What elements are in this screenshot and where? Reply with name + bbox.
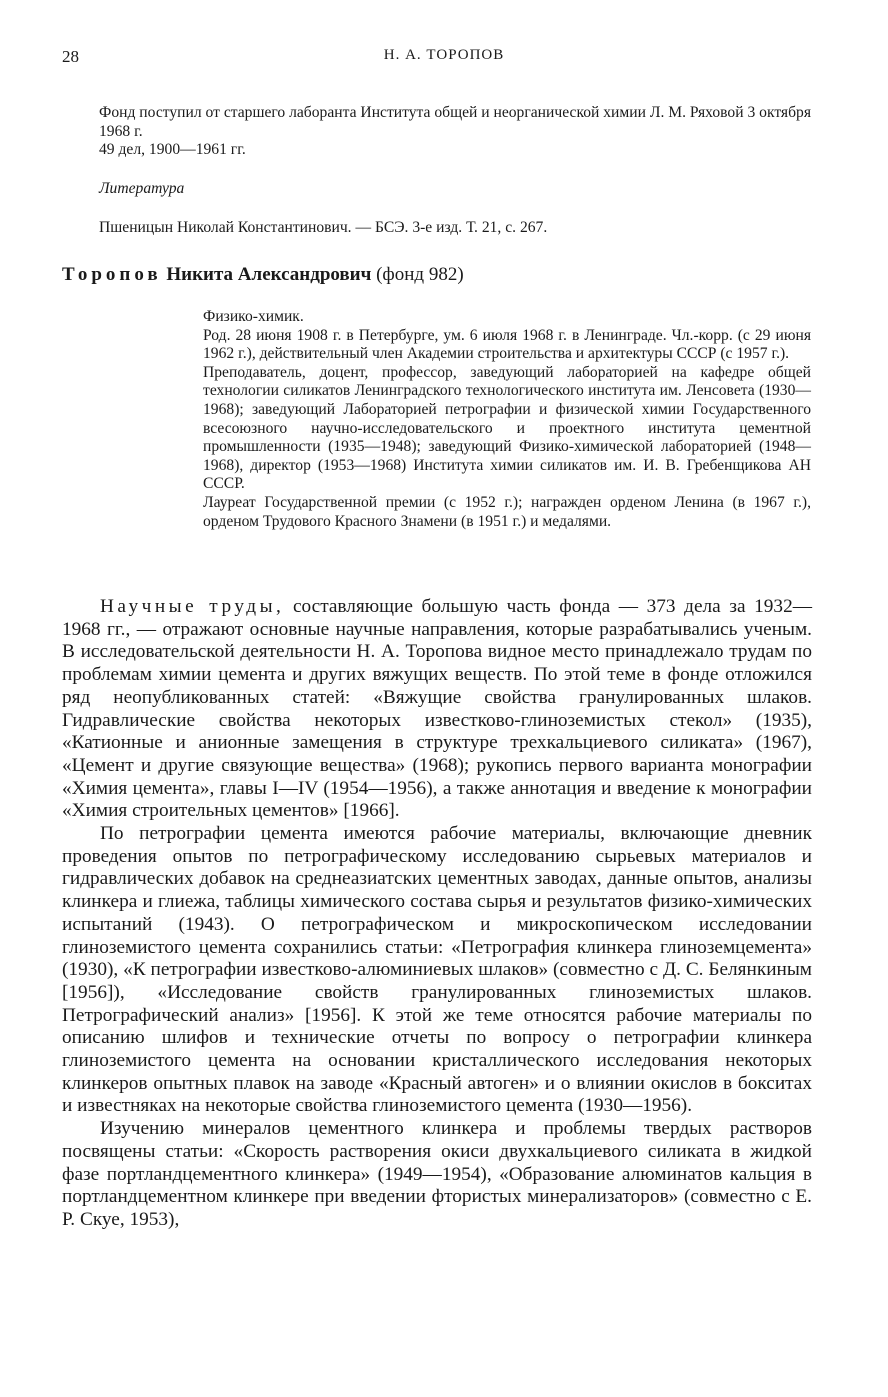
fund-note-line1: Фонд поступил от старшего лаборанта Института общей и неорганической химии Л. М. Ряховой 3 октября 1968 г. (99, 104, 811, 140)
person-fund: (фонд 982) (376, 264, 464, 285)
main-paragraph-2: По петрографии цемента имеются рабочие материалы, включающие дневник проведения опытов по петрографическому исследованию сырьевых материалов и гидравлических добавок на среднеазиатских цементных заводах, данные опытов, анализы клинкера и глиежа, таблицы химического состава сырья и результатов физико-химических испытаний (1943). О петрографическом и микроскопическом исследовании глиноземистого цемента сохранились статьи: «Петрография клинкера глиноземцемента» (1930), «К петрографии известково-алюминиевых шлаков» (совместно с Д. С. Белянкиным [1956]), «Исследование свойств гранулированных глиноземистых шлаков. Петрографический анализ» [1956]. К этой же теме относятся рабочие материалы по описанию шлифов и технические отчеты по вопросу о петрографии клинкера глиноземистого цемента на основании кристаллического исследования некоторых клинкеров опытных плавок на заводе «Красный автоген» и о влиянии окислов в бокситах и известняках на некоторые свойства глиноземистого цемента (1930—1956). (62, 823, 812, 1117)
person-given-name: Никита Александрович (166, 264, 372, 285)
person-surname: Торопов (62, 264, 162, 285)
fund-note (99, 104, 811, 160)
main-lead-phrase: Научные труды, (100, 596, 285, 617)
biography (203, 308, 811, 531)
bio-positions: Преподаватель, доцент, профессор, заведующий лабораторией на кафедре общей технологии силикатов Ленинградского технологического института им. Ленсовета (1930—1968); заведующий Лабораторией петрографии и физической химии Государственного всесоюзного научно-исследовательского и проектного института цементной промышленности (1935—1948); заведующий Физико-химической лабораторией (1948—1968), директор (1953—1968) Института химии силикатов им. И. В. Гребенщикова АН СССР. (203, 363, 811, 493)
main-paragraph-1 (62, 596, 812, 823)
running-title: Н. А. ТОРОПОВ (383, 47, 505, 63)
main-paragraph-1-text: составляющие большую часть фонда — 373 дела за 1932—1968 гг., — отражают основные научные направления, которые разрабатывались ученым. В исследовательской деятельности Н. А. Торопова видное место принадлежало трудам по проблемам химии цемента и других вяжущих веществ. По этой теме в фонде отложился ряд неопубликованных статей: «Вяжущие свойства гранулированных шлаков. Гидравлические свойства некоторых известково-глиноземистых стекол» (1935), «Катионные и анионные замещения в структуре трехкальциевого силиката» (1967), «Цемент и другие связующие вещества» (1968); рукопись первого варианта монографии «Химия цемента», главы I—IV (1954—1956), а также аннотация и введение к монографии «Химия строительных цементов» [1966]. (62, 596, 812, 822)
bio-dates: Род. 28 июня 1908 г. в Петербурге, ум. 6 июля 1968 г. в Ленинграде. Чл.-корр. (с 29 июня 1962 г.), действительный член Академии строительства и архитектуры СССР (с 1957 г.). (203, 326, 811, 363)
bio-profession: Физико-химик. (203, 308, 304, 325)
literature-item: Пшеницын Николай Константинович. — БСЭ. 3-е изд. Т. 21, с. 267. (99, 219, 548, 236)
main-paragraph-3: Изучению минералов цементного клинкера и проблемы твердых растворов посвящены статьи: «Скорость растворения окиси двухкальциевого силиката в жидкой фазе портландцементного клинкера» (1949—1954), «Образование алюминатов кальция в портландцементном клинкере при введении фтористых минерализаторов» (совместно с Е. Р. Скуе, 1953), (62, 1118, 812, 1230)
literature-heading: Литература (99, 180, 185, 197)
main-text (62, 596, 812, 1232)
person-heading (62, 264, 464, 286)
page-number: 28 (62, 47, 79, 66)
fund-note-line2: 49 дел, 1900—1961 гг. (99, 141, 246, 159)
bio-awards: Лауреат Государственной премии (с 1952 г.); награжден орденом Ленина (в 1967 г.), орденом Трудового Красного Знамени (в 1951 г.) и медалями. (203, 493, 811, 530)
